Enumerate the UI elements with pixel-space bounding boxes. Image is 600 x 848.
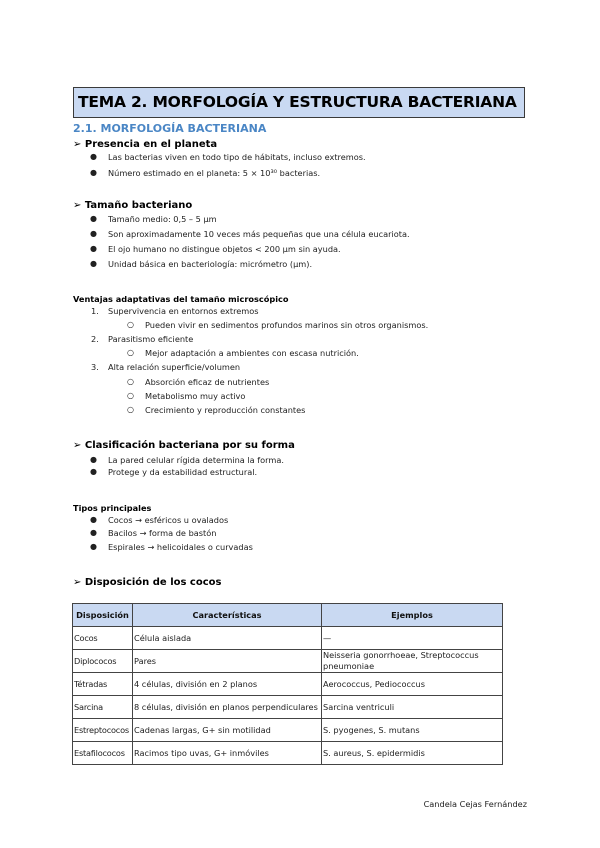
table-header-row bbox=[73, 604, 503, 627]
list-item: Bacilos → forma de bastón bbox=[108, 528, 217, 538]
table-cell: Aerococcus, Pediococcus bbox=[322, 673, 503, 696]
list-item: Tamaño medio: 0,5 – 5 µm bbox=[108, 214, 217, 224]
table-row bbox=[73, 627, 503, 650]
hollow-bullet-icon: ○ bbox=[127, 348, 134, 357]
bullet-icon: ● bbox=[90, 542, 97, 551]
list-item: Unidad básica en bacteriología: micrómetro (µm). bbox=[108, 259, 313, 269]
table-cell: S. aureus, S. epidermidis bbox=[322, 742, 503, 765]
table-cell: Estafilococos bbox=[73, 742, 133, 765]
bullet-icon: ● bbox=[90, 244, 97, 253]
column-header: Ejemplos bbox=[322, 604, 503, 627]
table-cell: Sarcina bbox=[73, 696, 133, 719]
sub-item: Mejor adaptación a ambientes con escasa nutrición. bbox=[145, 348, 359, 358]
list-item: Número estimado en el planeta: 5 × 10³⁰ bacterias. bbox=[108, 168, 321, 178]
bullet-icon: ● bbox=[90, 515, 97, 524]
bullet-icon: ● bbox=[90, 214, 97, 223]
table-cell: Pares bbox=[133, 650, 322, 673]
column-header: Disposición bbox=[73, 604, 133, 627]
table-cell: 8 células, división en planos perpendiculares bbox=[133, 696, 322, 719]
table-cell: Estreptococos bbox=[73, 719, 133, 742]
list-item: Espirales → helicoidales o curvadas bbox=[108, 542, 253, 552]
title-box bbox=[73, 87, 525, 118]
hollow-bullet-icon: ○ bbox=[127, 391, 134, 400]
table-cell: Sarcina ventriculi bbox=[322, 696, 503, 719]
table-cell: Diplococos bbox=[73, 650, 133, 673]
list-number: 1. bbox=[91, 306, 99, 316]
author-footer: Candela Cejas Fernández bbox=[423, 799, 527, 809]
table-row bbox=[73, 696, 503, 719]
section-subtitle: 2.1. MORFOLOGÍA BACTERIANA bbox=[73, 122, 267, 135]
table-cell: Cocos bbox=[73, 627, 133, 650]
column-header: Características bbox=[133, 604, 322, 627]
bullet-icon: ● bbox=[90, 467, 97, 476]
tipos-heading: Tipos principales bbox=[73, 503, 152, 513]
sub-item: Pueden vivir en sedimentos profundos marinos sin otros organismos. bbox=[145, 320, 429, 330]
list-number: 2. bbox=[91, 334, 99, 344]
list-item: Cocos → esféricos u ovalados bbox=[108, 515, 229, 525]
list-item: Protege y da estabilidad estructural. bbox=[108, 467, 258, 477]
ventajas-heading: Ventajas adaptativas del tamaño microscópico bbox=[73, 294, 289, 304]
hollow-bullet-icon: ○ bbox=[127, 405, 134, 414]
list-item: El ojo humano no distingue objetos < 200 µm sin ayuda. bbox=[108, 244, 341, 254]
table-row bbox=[73, 742, 503, 765]
bullet-icon: ● bbox=[90, 168, 97, 177]
table-cell: Célula aislada bbox=[133, 627, 322, 650]
section-heading-disposicion: ➢ Disposición de los cocos bbox=[73, 577, 222, 588]
section-heading-presencia: ➢ Presencia en el planeta bbox=[73, 139, 218, 150]
table-cell: — bbox=[322, 627, 503, 650]
bullet-icon: ● bbox=[90, 455, 97, 464]
sub-item: Metabolismo muy activo bbox=[145, 391, 246, 401]
table-cell: Racimos tipo uvas, G+ inmóviles bbox=[133, 742, 322, 765]
table-row bbox=[73, 650, 503, 673]
table-cell: Tétradas bbox=[73, 673, 133, 696]
sub-item: Crecimiento y reproducción constantes bbox=[145, 405, 306, 415]
list-item: Son aproximadamente 10 veces más pequeñas que una célula eucariota. bbox=[108, 229, 410, 239]
bullet-icon: ● bbox=[90, 259, 97, 268]
bullet-icon: ● bbox=[90, 152, 97, 161]
list-item: La pared celular rígida determina la forma. bbox=[108, 455, 284, 465]
table-cell: Neisseria gonorrhoeae, Streptococcus pneumoniae bbox=[322, 650, 503, 673]
hollow-bullet-icon: ○ bbox=[127, 377, 134, 386]
list-item: Las bacterias viven en todo tipo de hábitats, incluso extremos. bbox=[108, 152, 366, 162]
bullet-icon: ● bbox=[90, 528, 97, 537]
list-number: 3. bbox=[91, 362, 99, 372]
bullet-icon: ● bbox=[90, 229, 97, 238]
table-cell: S. pyogenes, S. mutans bbox=[322, 719, 503, 742]
numbered-item: Alta relación superficie/volumen bbox=[108, 362, 241, 372]
table-row bbox=[73, 719, 503, 742]
page-title: TEMA 2. MORFOLOGÍA Y ESTRUCTURA BACTERIANA bbox=[78, 93, 517, 111]
disposicion-table bbox=[72, 603, 503, 765]
numbered-item: Parasitismo eficiente bbox=[108, 334, 194, 344]
table-cell: Cadenas largas, G+ sin motilidad bbox=[133, 719, 322, 742]
section-heading-tamano: ➢ Tamaño bacteriano bbox=[73, 200, 193, 211]
table-row bbox=[73, 673, 503, 696]
sub-item: Absorción eficaz de nutrientes bbox=[145, 377, 270, 387]
numbered-item: Supervivencia en entornos extremos bbox=[108, 306, 259, 316]
table-cell: 4 células, división en 2 planos bbox=[133, 673, 322, 696]
section-heading-clasificacion: ➢ Clasificación bacteriana por su forma bbox=[73, 440, 295, 451]
hollow-bullet-icon: ○ bbox=[127, 320, 134, 329]
